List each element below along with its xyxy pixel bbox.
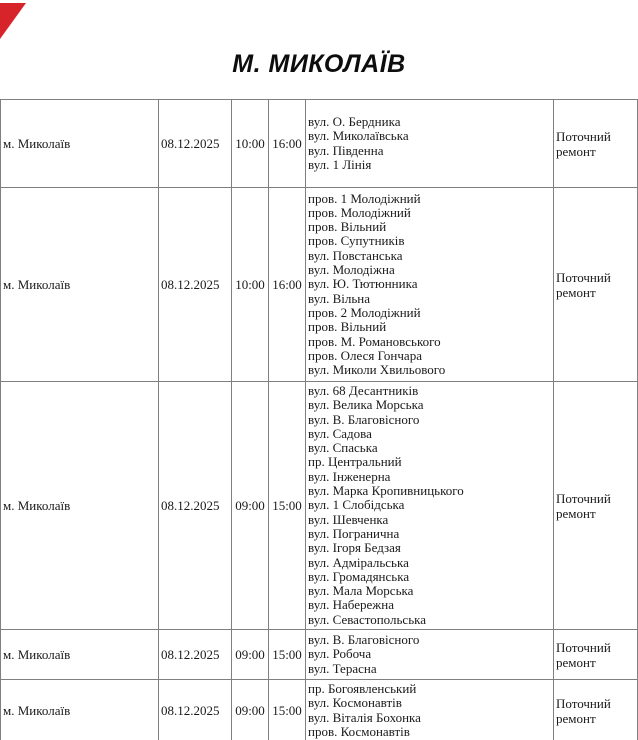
street-line: вул. 68 Десантників (308, 383, 419, 398)
work-type-cell: Поточний ремонт (554, 680, 638, 740)
end-time-cell: 15:00 (269, 680, 306, 740)
street-line: вул. Адміральська (308, 554, 409, 570)
street-line: вул. Робоча (308, 646, 372, 662)
street-line: вул. Шевченка (308, 511, 389, 527)
street-line: пров. Олеся Гончара (308, 347, 422, 363)
street-line: вул. Громадянська (308, 568, 410, 584)
street-line: вул. Садова (308, 425, 372, 441)
street-line: вул. Погранична (308, 525, 400, 541)
date-cell: 08.12.2025 (159, 630, 232, 680)
red-corner-marker (0, 3, 26, 39)
outage-schedule-table (0, 99, 638, 740)
table-row (1, 630, 638, 680)
street-line: пров. Молодіжний (308, 204, 411, 220)
table-row (1, 680, 638, 740)
street-line: вул. Ю. Тютюнника (308, 276, 418, 292)
street-line: пров. Вільний (308, 219, 387, 235)
street-line: пров. Супутників (308, 233, 405, 249)
city-cell: м. Миколаїв (1, 100, 159, 188)
street-line: пров. М. Романовського (308, 333, 441, 349)
street-line: вул. Віталія Бохонка (308, 709, 421, 725)
street-line: вул. Спаська (308, 440, 378, 456)
street-line: вул. В. Благовісного (308, 632, 420, 648)
street-line: пр. Богоявленський (308, 681, 417, 697)
street-line: пр. Центральний (308, 454, 402, 470)
street-line: вул. Терасна (308, 660, 377, 676)
start-time-cell: 09:00 (232, 630, 269, 680)
street-line: вул. Вільна (308, 290, 371, 306)
street-line: пров. 1 Молодіжний (308, 190, 421, 206)
work-type-cell: Поточний ремонт (554, 382, 638, 630)
streets-cell (306, 188, 554, 382)
street-line: вул. Молодіжна (308, 262, 395, 278)
street-line: вул. Миколаївська (308, 128, 409, 144)
street-line: пров. 2 Молодіжний (308, 304, 421, 320)
street-line: пров. Космонавтів (308, 723, 410, 739)
end-time-cell: 16:00 (269, 100, 306, 188)
end-time-cell: 16:00 (269, 188, 306, 382)
start-time-cell: 09:00 (232, 680, 269, 740)
street-line: вул. О. Бердника (308, 113, 401, 129)
work-type-cell: Поточний ремонт (554, 188, 638, 382)
city-cell: м. Миколаїв (1, 188, 159, 382)
start-time-cell: 09:00 (232, 382, 269, 630)
start-time-cell: 10:00 (232, 188, 269, 382)
start-time-cell: 10:00 (232, 100, 269, 188)
table-row (1, 100, 638, 188)
street-line: вул. Мала Морська (308, 583, 414, 599)
streets-cell (306, 100, 554, 188)
street-line: вул. Марка Кропивницького (308, 483, 464, 499)
date-cell: 08.12.2025 (159, 382, 232, 630)
outage-table-body (1, 100, 638, 740)
street-line: вул. 1 Лінія (308, 156, 372, 172)
streets-cell (306, 630, 554, 680)
end-time-cell: 15:00 (269, 630, 306, 680)
street-line: пров. Вільний (308, 319, 387, 335)
street-line: вул. Ігоря Бедзая (308, 540, 401, 556)
date-cell: 08.12.2025 (159, 680, 232, 740)
street-line: вул. Миколи Хвильового (308, 362, 446, 378)
streets-cell (306, 382, 554, 630)
end-time-cell: 15:00 (269, 382, 306, 630)
work-type-cell: Поточний ремонт (554, 630, 638, 680)
street-line: вул. Південна (308, 142, 384, 158)
street-line: вул. Повстанська (308, 247, 403, 263)
street-line: вул. Велика Морська (308, 397, 424, 413)
city-cell: м. Миколаїв (1, 382, 159, 630)
street-line: вул. Набережна (308, 597, 394, 613)
street-line: вул. Севастопольська (308, 611, 427, 627)
work-type-cell: Поточний ремонт (554, 100, 638, 188)
city-cell: м. Миколаїв (1, 630, 159, 680)
date-cell: 08.12.2025 (159, 100, 232, 188)
table-row (1, 188, 638, 382)
streets-cell (306, 680, 554, 740)
street-line: вул. В. Благовісного (308, 411, 420, 427)
page-title: М. МИКОЛАЇВ (232, 50, 406, 78)
street-line: вул. 1 Слобідська (308, 497, 405, 513)
city-cell: м. Миколаїв (1, 680, 159, 740)
date-cell: 08.12.2025 (159, 188, 232, 382)
table-row (1, 382, 638, 630)
street-line: вул. Космонавтів (308, 695, 402, 711)
street-line: вул. Інженерна (308, 468, 391, 484)
